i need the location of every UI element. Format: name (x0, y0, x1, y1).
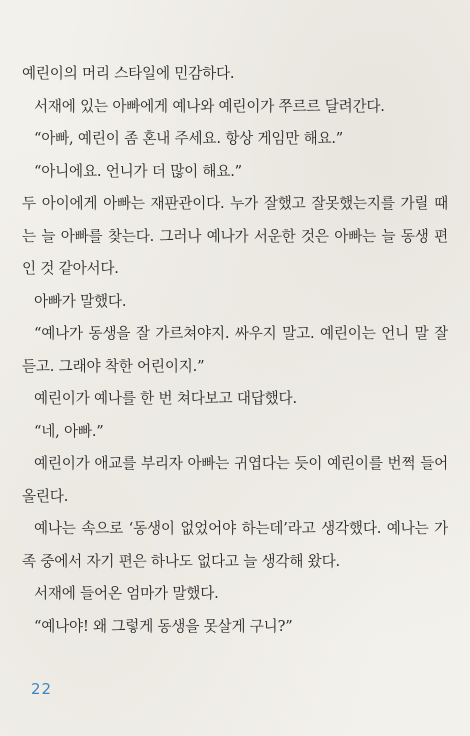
paragraph-4: “아니에요. 언니가 더 많이 해요.” (34, 162, 242, 180)
body-text (22, 58, 448, 643)
page-number: 22 (31, 680, 53, 698)
paragraph-12: 서재에 들어온 엄마가 말했다. (34, 585, 219, 602)
paragraph-10: 예린이가 애교를 부리자 아빠는 귀엽다는 듯이 예린이를 번쩍 들어 올린다. (22, 455, 448, 505)
paragraph-2: 서재에 있는 아빠에게 예나와 예린이가 쭈르르 달려간다. (34, 97, 385, 115)
paragraph-3: “아빠, 예린이 좀 혼내 주세요. 항상 게임만 해요.” (34, 130, 344, 147)
paragraph-9: “네, 아빠.” (34, 422, 104, 440)
paragraph-5: 두 아이에게 아빠는 재판관이다. 누가 잘했고 잘못했는지를 가릴 때는 늘 아빠를 찾는다. 그러나 예나가 서운한 것은 아빠는 늘 동생 편인 것 같아서다. (22, 195, 448, 277)
paragraph-13: “예나야! 왜 그렇게 동생을 못살게 구니?” (34, 617, 293, 635)
paragraph-8: 예린이가 예나를 한 번 쳐다보고 대답했다. (34, 390, 297, 407)
paragraph-7: “예나가 동생을 잘 가르쳐야지. 싸우지 말고. 예린이는 언니 말 잘 듣고. 그래야 착한 어린이지.” (22, 325, 448, 375)
paragraph-11: 예나는 속으로 ‘동생이 없었어야 하는데’라고 생각했다. 예나는 가족 중에서 자기 편은 하나도 없다고 늘 생각해 왔다. (22, 520, 448, 570)
paragraph-6: 아빠가 말했다. (34, 292, 127, 310)
paragraph-1: 예린이의 머리 스타일에 민감하다. (22, 65, 235, 82)
